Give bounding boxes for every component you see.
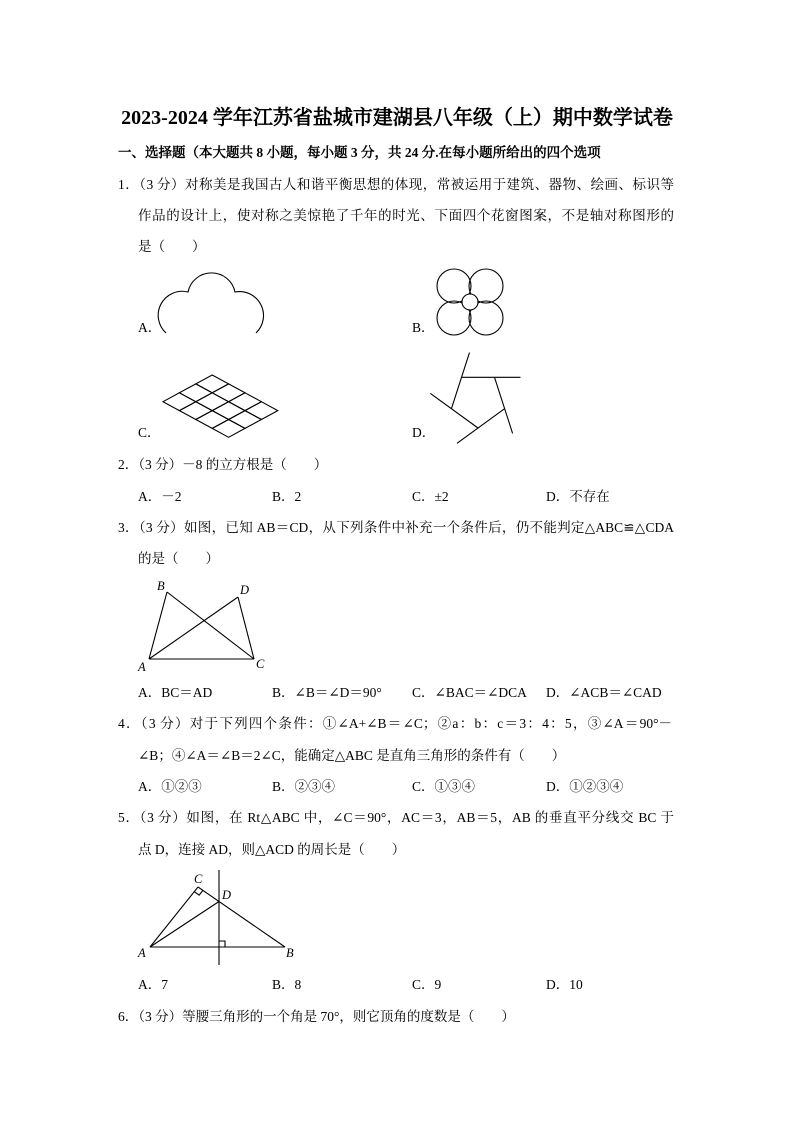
lattice-diamond — [212, 384, 245, 402]
q5-figure — [137, 870, 294, 965]
pinwheel-side — [495, 377, 513, 433]
question-2-option-b: B．2 — [272, 489, 302, 504]
pinwheel-side — [451, 353, 469, 409]
question-4-option-c: C．①③④ — [412, 779, 476, 794]
q1-figure-a-cloud — [158, 273, 263, 333]
lattice-diamond — [212, 420, 245, 438]
question-1-option-c: C． — [138, 425, 161, 440]
q5-label-a: A — [138, 946, 146, 960]
lattice-diamond — [196, 375, 229, 393]
lattice-diamond — [196, 411, 229, 429]
segment-bc — [167, 592, 254, 659]
question-3-line-1: 3．（3 分）如图，已知 AB＝CD，从下列条件中补充一个条件后，仍不能判定△ABC≌△CDA — [118, 520, 674, 535]
lattice-diamond — [229, 411, 262, 429]
question-5-line-1: 5．（3 分）如图，在 Rt△ABC 中，∠C＝90°，AC＝3，AB＝5，AB 的垂直平分线交 BC 于 — [118, 810, 674, 825]
q3-label-d: D — [240, 583, 250, 597]
question-4-line-2: ∠B；④∠A＝∠B＝2∠C，能确定△ABC 是直角三角形的条件有（ ） — [138, 748, 566, 763]
lattice-diamond — [179, 402, 212, 420]
lattice-diamond — [245, 402, 278, 420]
question-6-line-1: 6．（3 分）等腰三角形的一个角是 70°，则它顶角的度数是（ ） — [118, 1009, 515, 1024]
q3-figure — [137, 579, 265, 674]
segment-dc — [238, 597, 254, 659]
question-1-line-2: 作品的设计上，使对称之美惊艳了千年的时光、下面四个花窗图案，不是轴对称图形的 — [138, 208, 674, 223]
question-2-line-1: 2．（3 分）－8 的立方根是（ ） — [118, 457, 328, 472]
exam-title: 2023-2024 学年江苏省盐城市建湖县八年级（上）期中数学试卷 — [121, 107, 673, 129]
question-4-option-b: B．②③④ — [272, 779, 336, 794]
lattice-diamond — [212, 402, 245, 420]
q1-figure-b-flower — [437, 269, 503, 335]
question-3-option-c: C．∠BAC＝∠DCA — [412, 685, 527, 700]
cloud-outline — [158, 273, 263, 333]
question-4-option-a: A．①②③ — [138, 779, 202, 794]
question-1-option-a: A． — [138, 320, 162, 335]
question-3-option-a: A．BC＝AD — [138, 685, 213, 700]
question-2-option-a: A．－2 — [138, 489, 182, 504]
question-3-option-b: B．∠B＝∠D＝90° — [272, 685, 382, 700]
question-5-line-2: 点 D，连接 AD，则△ACD 的周长是（ ） — [138, 842, 406, 857]
question-2-option-d: D．不存在 — [546, 489, 610, 504]
pinwheel-side — [457, 409, 505, 444]
question-1-line-1: 1．（3 分）对称美是我国古人和谐平衡思想的体现，常被运用于建筑、器物、绘画、标识等 — [118, 177, 674, 192]
question-2-option-c: C．±2 — [412, 489, 449, 504]
right-angle-mark-foot — [219, 941, 225, 947]
question-5-option-d: D．10 — [546, 977, 583, 992]
q1-figure-d-pinwheel — [430, 353, 520, 444]
lattice-diamond — [179, 384, 212, 402]
q3-label-a: A — [138, 660, 146, 674]
right-angle-mark-c — [194, 890, 203, 895]
q3-label-c: C — [256, 657, 265, 671]
question-5-option-a: A．7 — [138, 977, 168, 992]
segment-cb — [198, 887, 285, 947]
question-4-option-d: D．①②③④ — [546, 779, 624, 794]
lattice-diamond — [163, 393, 196, 411]
segment-ad — [149, 597, 238, 659]
segment-ca — [150, 887, 198, 947]
section-header: 一、选择题（本大题共 8 小题，每小题 3 分，共 24 分.在每小题所给出的四个选项 — [118, 145, 601, 160]
segment-ad — [150, 902, 219, 948]
question-1-option-d: D． — [412, 425, 436, 440]
q3-label-b: B — [157, 579, 165, 593]
lattice-diamond — [229, 393, 262, 411]
question-3-line-2: 的是（ ） — [138, 551, 219, 566]
flower-center — [462, 294, 478, 310]
question-1-line-3: 是（ ） — [138, 239, 206, 254]
question-3-option-d: D．∠ACB＝∠CAD — [546, 685, 662, 700]
question-5-option-c: C．9 — [412, 977, 442, 992]
q1-figure-c-lattice — [163, 375, 278, 437]
question-5-option-b: B．8 — [272, 977, 302, 992]
lattice-diamond — [196, 393, 229, 411]
q5-label-d: D — [222, 888, 232, 902]
question-4-line-1: 4．（3 分）对于下列四个条件：①∠A+∠B＝∠C；②a：b：c＝3：4：5，③∠A＝90°－ — [118, 716, 672, 731]
q5-label-c: C — [194, 872, 203, 886]
question-1-option-b: B． — [412, 320, 435, 335]
q5-label-b: B — [286, 946, 294, 960]
